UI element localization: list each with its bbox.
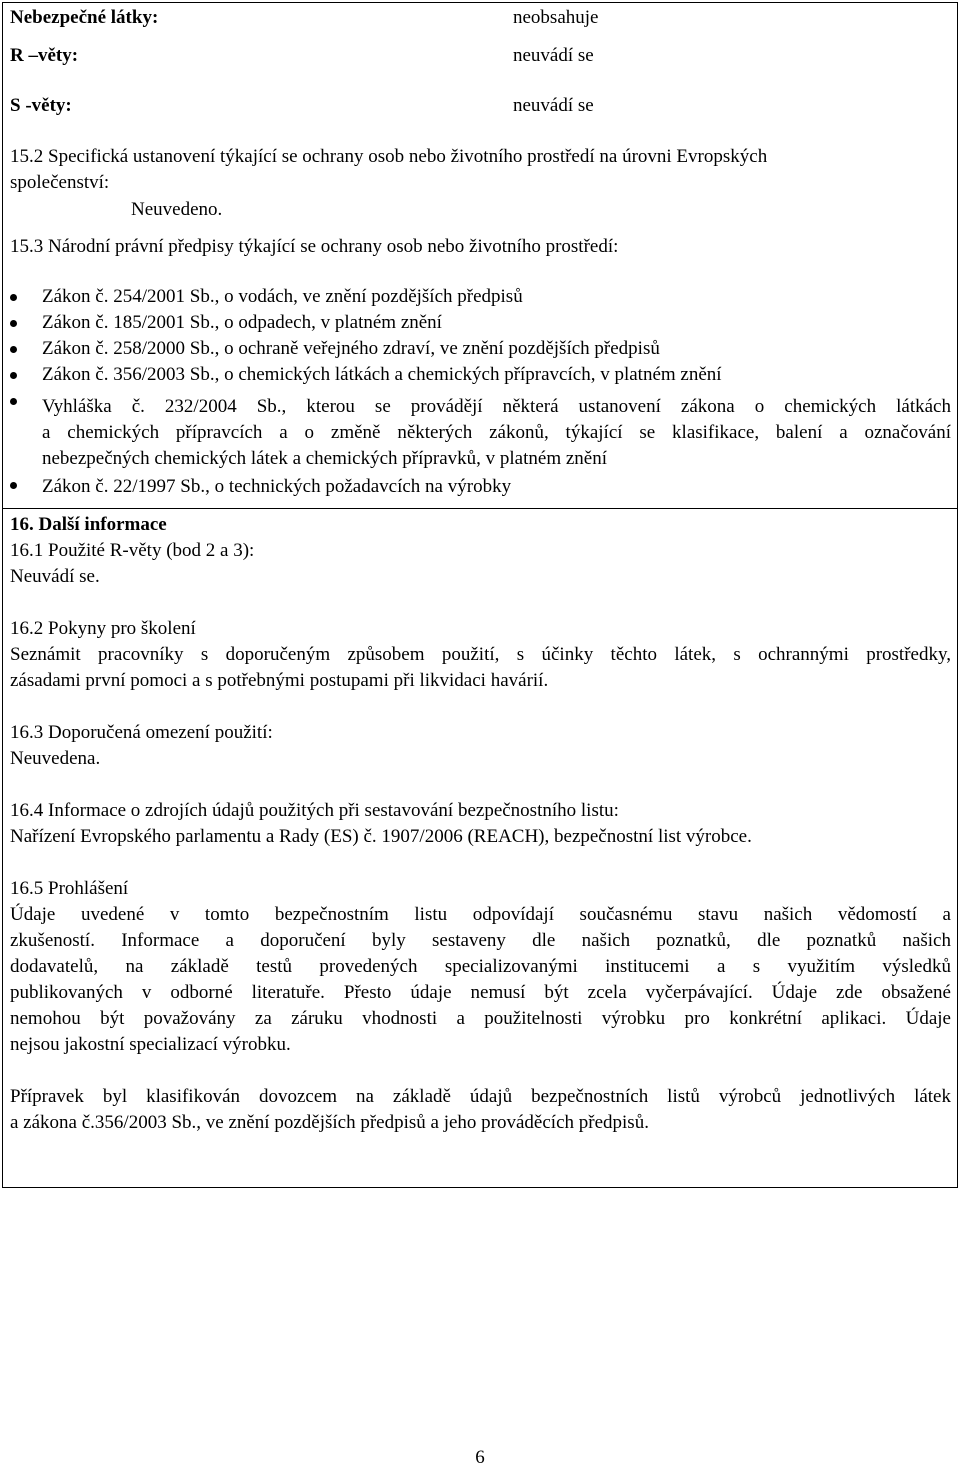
bullet-icon [10, 346, 17, 353]
substances-label: Nebezpečné látky: [10, 7, 159, 28]
section-16-1-heading: 16.1 Použité R-věty (bod 2 a 3): [10, 540, 255, 561]
law-item: Zákon č. 22/1997 Sb., o technických požadavcích na výrobky [42, 476, 512, 497]
declaration-line: zkušeností. Informace a doporučení byly sestaveny dle našich poznatků, dle poznatků našich [10, 930, 951, 951]
r-phrases-label: R –věty: [10, 45, 79, 66]
vyhlaska-item-line1: Vyhláška č. 232/2004 Sb., kterou se provádějí některá ustanovení zákona o chemických látkách [42, 396, 951, 417]
section-16-4-heading: 16.4 Informace o zdrojích údajů použitých při sestavování bezpečnostního listu: [10, 800, 619, 821]
bullet-icon [10, 398, 17, 405]
section-15-2-value: Neuvedeno. [131, 199, 223, 220]
declaration-line: nejsou jakostní specializací výrobku. [10, 1034, 291, 1055]
section-divider [2, 508, 958, 509]
section-15-2-heading-cont: společenství: [10, 172, 110, 193]
law-item: Zákon č. 356/2003 Sb., o chemických látkách a chemických přípravcích, v platném znění [42, 364, 722, 385]
law-item: Zákon č. 254/2001 Sb., o vodách, ve znění pozdějších předpisů [42, 286, 523, 307]
bullet-icon [10, 372, 17, 379]
r-phrases-value: neuvádí se [513, 45, 594, 66]
law-item: Zákon č. 258/2000 Sb., o ochraně veřejného zdraví, ve znění pozdějších předpisů [42, 338, 660, 359]
bullet-icon [10, 320, 17, 327]
section-16-2-line2: zásadami první pomoci a s potřebnými postupami při likvidaci havárií. [10, 670, 549, 691]
section-16-3-heading: 16.3 Doporučená omezení použití: [10, 722, 273, 743]
declaration-line: dodavatelů, na základě testů provedených specializovanými institucemi a s využitím výsledků [10, 956, 951, 977]
bullet-icon [10, 482, 17, 489]
section-15-3-heading: 15.3 Národní právní předpisy týkající se ochrany osob nebo životního prostředí: [10, 236, 619, 257]
section-16-2-line1: Seznámit pracovníky s doporučeným způsobem použití, s účinky těchto látek, s ochrannými prostředky, [10, 644, 951, 665]
law-item: Zákon č. 185/2001 Sb., o odpadech, v platném znění [42, 312, 442, 333]
section-16-3-value: Neuvedena. [10, 748, 101, 769]
declaration-line: nemohou být považovány za záruku vhodnosti a použitelnosti výrobku pro konkrétní aplikaci. Údaje [10, 1008, 951, 1029]
section-16-2-heading: 16.2 Pokyny pro školení [10, 618, 196, 639]
section-16-1-value: Neuvádí se. [10, 566, 100, 587]
s-phrases-value: neuvádí se [513, 95, 594, 116]
classification-line1: Přípravek byl klasifikován dovozcem na základě údajů bezpečnostních listů výrobců jednotlivých látek [10, 1086, 951, 1107]
section-16-5-heading: 16.5 Prohlášení [10, 878, 129, 899]
page-number: 6 [475, 1447, 485, 1468]
section-16-4-value: Nařízení Evropského parlamentu a Rady (ES) č. 1907/2006 (REACH), bezpečnostní list výrobce. [10, 826, 752, 847]
vyhlaska-item-line2: a chemických přípravcích a o změně některých zákonů, týkající se klasifikace, balení a označování [42, 422, 951, 443]
vyhlaska-item-line3: nebezpečných chemických látek a chemických přípravků, v platném znění [42, 448, 607, 469]
declaration-line: publikovaných v odborné literatuře. Přesto údaje nemusí být zcela vyčerpávající. Údaje zde obsažené [10, 982, 951, 1003]
section-16-title: 16. Další informace [10, 514, 167, 535]
section-15-2-heading: 15.2 Specifická ustanovení týkající se ochrany osob nebo životního prostředí na úrovni Evropských [10, 146, 768, 167]
declaration-line: Údaje uvedené v tomto bezpečnostním listu odpovídají současnému stavu našich vědomostí a [10, 904, 951, 925]
substances-value: neobsahuje [513, 7, 599, 28]
classification-line2: a zákona č.356/2003 Sb., ve znění pozdějších předpisů a jeho prováděcích předpisů. [10, 1112, 649, 1133]
bullet-icon [10, 294, 17, 301]
s-phrases-label: S -věty: [10, 95, 72, 116]
